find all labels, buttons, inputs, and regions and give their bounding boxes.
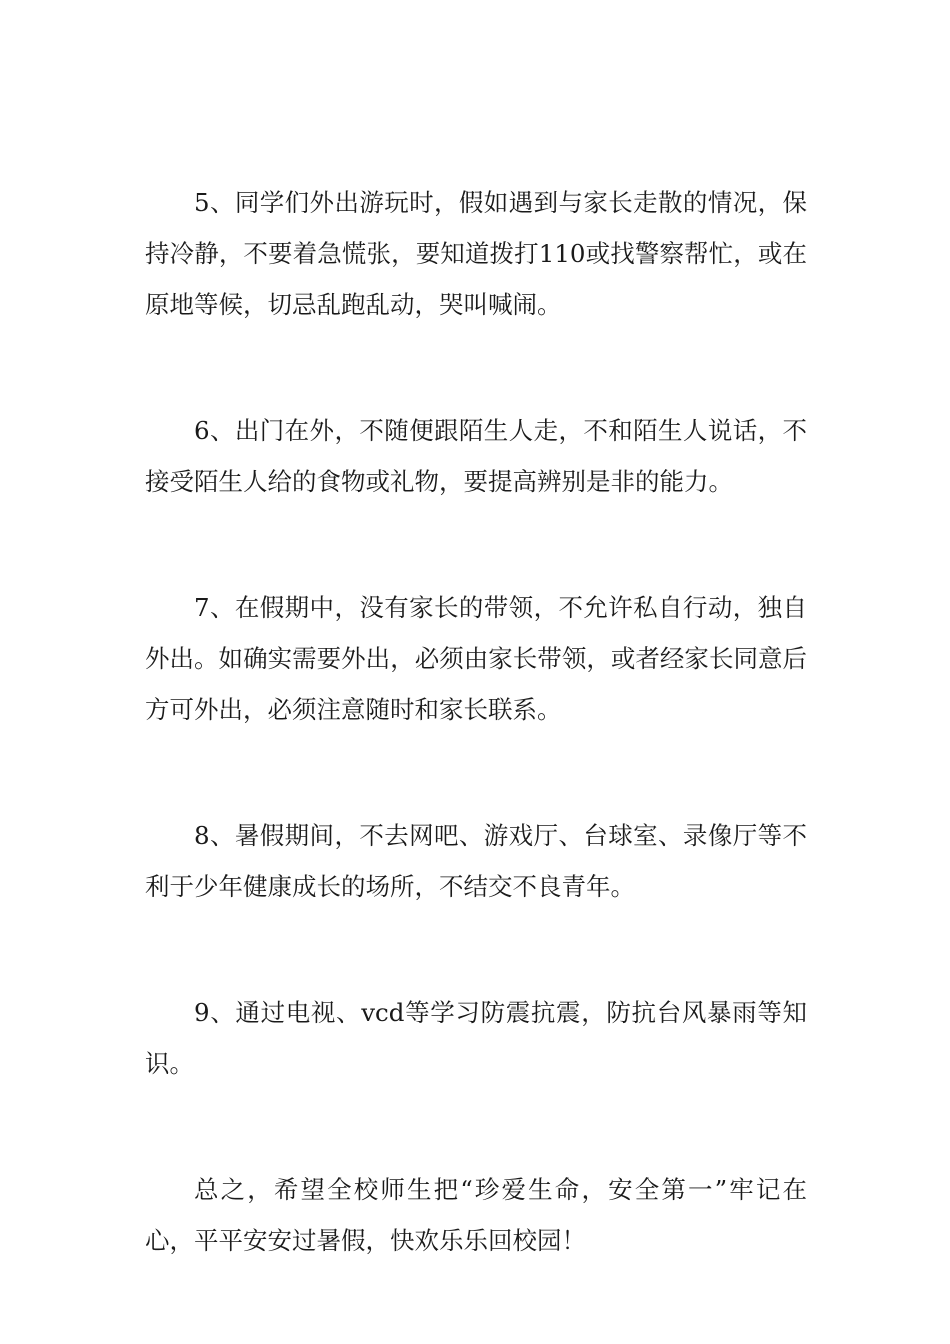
paragraph-item-9: 9、通过电视、vcd等学习防震抗震，防抗台风暴雨等知识。 [145, 998, 807, 1078]
paragraph-item-7: 7、在假期中，没有家长的带领，不允许私自行动，独自外出。如确实需要外出，必须由家长带领，或者经家长同意后方可外出，必须注意随时和家长联系。 [145, 593, 807, 724]
paragraph-item-6: 6、出门在外，不随便跟陌生人走，不和陌生人说话，不接受陌生人给的食物或礼物，要提高辨别是非的能力。 [145, 416, 807, 496]
paragraph-item-5: 5、同学们外出游玩时，假如遇到与家长走散的情况，保持冷静，不要着急慌张，要知道拨打110或找警察帮忙，或在原地等候，切忌乱跑乱动，哭叫喊闹。 [145, 188, 807, 319]
paragraph-item-8: 8、暑假期间，不去网吧、游戏厅、台球室、录像厅等不利于少年健康成长的场所，不结交不良青年。 [145, 821, 807, 901]
paragraph-conclusion: 总之，希望全校师生把“珍爱生命，安全第一”牢记在心，平平安安过暑假，快欢乐乐回校园！ [145, 1175, 807, 1255]
document-body [145, 177, 807, 1266]
